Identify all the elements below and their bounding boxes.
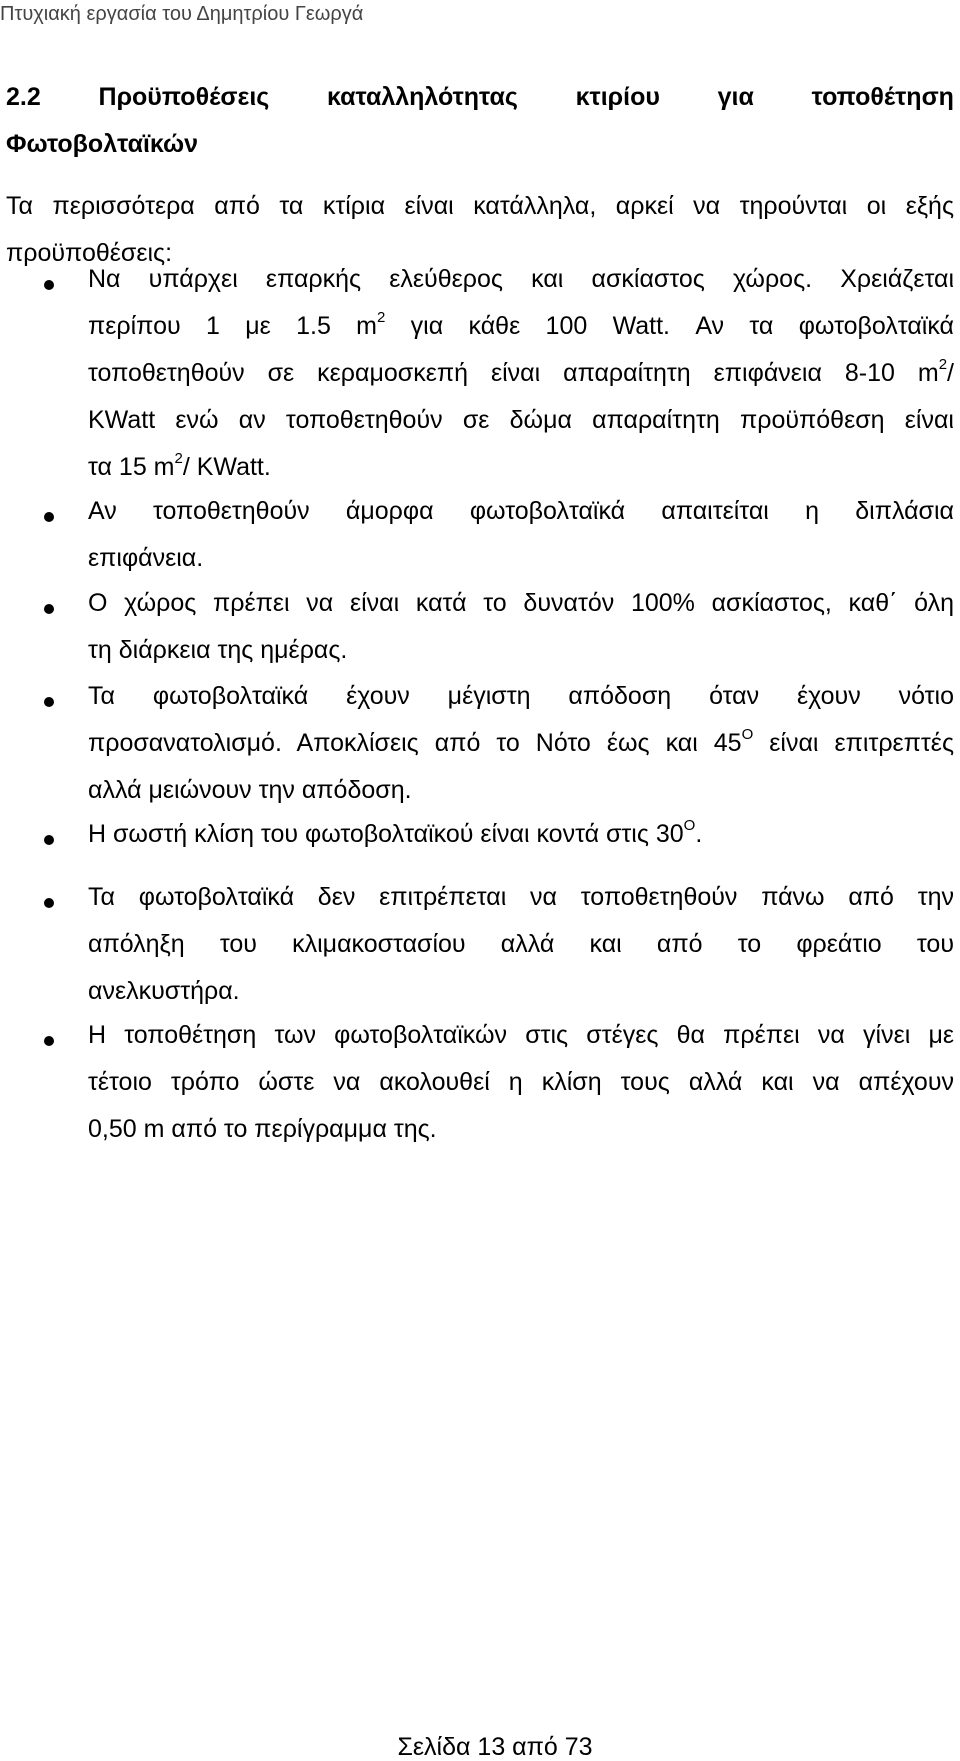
heading-word: τοποθέτηση — [811, 83, 954, 111]
bullet-dot — [44, 697, 54, 707]
list-item: Η σωστή κλίση του φωτοβολταϊκού είναι κοντά στις $30^O$. — [88, 817, 703, 848]
bullet-dot — [44, 1036, 54, 1046]
list-item: Ο χώρος πρέπει να είναι κατά το δυνατόν 100% ασκίαστος, καθ΄ όλη τη διάρκεια της ημέρας. — [88, 589, 954, 664]
intro-line: Τα περισσότερα από τα κτίρια είναι κατάλληλα, αρκεί να τηρούνται οι εξής — [6, 192, 954, 220]
section-heading-line2: Φωτοβολταϊκών — [6, 130, 199, 158]
list-item: Αν τοποθετηθούν άμορφα φωτοβολταϊκά απαιτείται η διπλάσια επιφάνεια. — [88, 497, 954, 572]
bullet-dot — [44, 280, 54, 290]
page-number-footer: Σελίδα 13 από 73 — [397, 1733, 593, 1761]
list-item: Τα φωτοβολταϊκά δεν επιτρέπεται να τοποθετηθούν πάνω από την απόληξη του κλιμακοστασίου αλλά και από το φρεάτιο του ανελκυστήρα. — [88, 883, 954, 1005]
bullet-dot — [44, 512, 54, 522]
running-header: Πτυχιακή εργασία του Δημητρίου Γεωργά — [0, 3, 364, 25]
heading-word: καταλληλότητας — [327, 83, 518, 111]
heading-word: για — [717, 83, 754, 111]
bullet-dot — [44, 898, 54, 908]
list-item: Να υπάρχει επαρκής ελεύθερος και ασκίαστος χώρος. Χρειάζεται περίπου 1 με 1.5 $m^2$ για κάθε 100 Watt. Αν τα φωτοβολταϊκά τοποθετηθούν σε κεραμοσκεπή είναι απαραίτητη επιφάνεια 8-10 $m^2/$ KWatt ενώ αν τοποθετηθούν σε δώμα απαραίτητη προϋπόθεση είναι τα 15 $m^2/$ KWatt. — [88, 265, 954, 481]
section-heading-line1 — [6, 74, 954, 121]
heading-word: Προϋποθέσεις — [98, 83, 270, 111]
intro-line: προϋποθέσεις: — [6, 239, 173, 267]
list-item: Τα φωτοβολταϊκά έχουν μέγιστη απόδοση όταν έχουν νότιο προσανατολισμό. Αποκλίσεις από το Νότο έως και $45^O$ είναι επιτρεπτές αλλά μειώνουν την απόδοση. — [88, 682, 955, 804]
bullet-dot — [44, 604, 54, 614]
list-item: Η τοποθέτηση των φωτοβολταϊκών στις στέγες θα πρέπει να γίνει με τέτοιο τρόπο ώστε να ακολουθεί η κλίση τους αλλά και να απέχουν 0,50 m από το περίγραμμα της. — [88, 1021, 954, 1143]
section-heading — [6, 74, 954, 168]
bullet-dot — [44, 835, 54, 845]
heading-word: κτιρίου — [575, 83, 660, 111]
section-number: 2.2 — [6, 83, 41, 111]
